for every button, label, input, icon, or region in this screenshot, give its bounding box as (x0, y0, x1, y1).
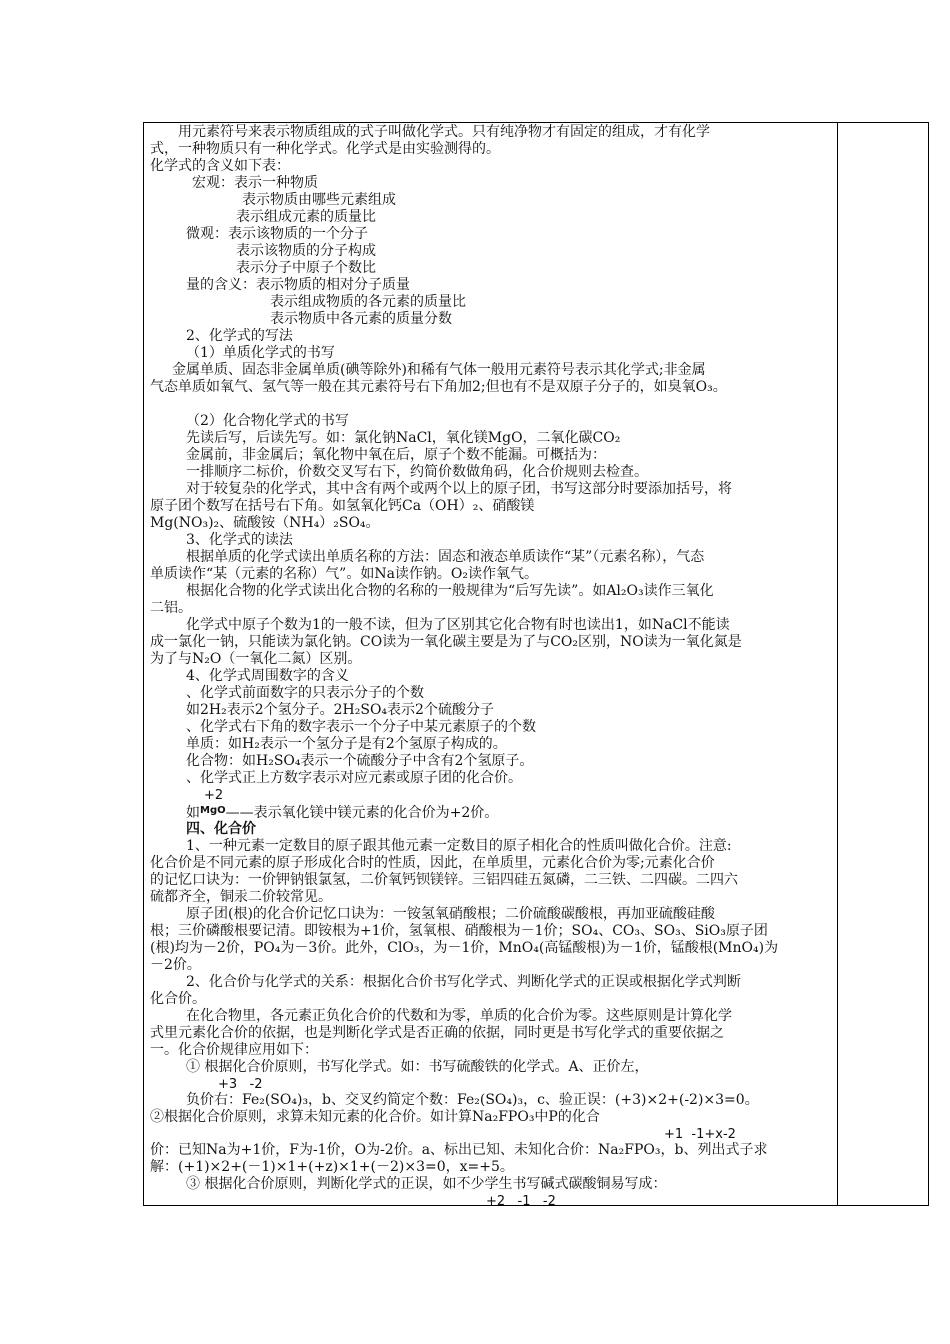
paragraph-line: 表示物质由哪些元素组成 (242, 192, 396, 208)
example-text: ——表示氧化镁中镁元素的化合价为+2价。 (225, 805, 499, 821)
paragraph-line: 单质读作“某（元素的名称）气”。如Na读作钠。O₂读作氧气。 (150, 566, 538, 582)
paragraph-line: 先读后写，后读先写。如：氯化钠NaCl，氧化镁MgO，二氧化碳CO₂ (186, 430, 621, 446)
formula-mgo: MgO (200, 805, 226, 816)
paragraph-line: 对于较复杂的化学式，其中含有两个或两个以上的原子团，书写这部分时要添加括号，将 (186, 481, 732, 497)
paragraph-line: 表示组成元素的质量比 (236, 209, 376, 225)
paragraph-line: 表示该物质的分子构成 (236, 243, 376, 259)
valence-row: +1 -1+x-2 (664, 1127, 736, 1142)
paragraph-line: 原子团个数写在括号右下角。如氢氧化钙Ca（OH）₂、硝酸镁 (150, 498, 535, 514)
paragraph-line: 的记忆口诀为：一价钾钠银氯氢，二价氧钙钡镁锌。三铝四硅五氮磷，二三铁、二四碳。二四六 (150, 872, 738, 888)
section-heading: 2、化学式的写法 (186, 328, 293, 344)
paragraph-line: 一。化合价规律应用如下： (150, 1042, 318, 1058)
paragraph-line: 化合物：如H₂SO₄表示一个硫酸分子中含有2个氢原子。 (186, 753, 534, 769)
paragraph-line: ③ 根据化合价原则，判断化学式的正误，如不少学生书写碱式碳酸铜易写成： (186, 1176, 667, 1192)
paragraph-line: 根；三价磷酸根要记清。即铵根为+1价，氢氧根、硝酸根为－1价；SO₄、CO₃、SO₃、SiO₃原子团 (150, 923, 768, 939)
column-divider (837, 122, 838, 1206)
valence-label: +2 (204, 788, 224, 803)
document-body (150, 124, 834, 1209)
paragraph-line: 气态单质如氧气、氢气等一般在其元素符号右下角加2;但也有不是双原子分子的，如臭氧O₃。 (150, 379, 727, 395)
paragraph-line: 一排顺序二标价，价数交叉写右下，约简价数做角码，化合价规则去检查。 (186, 464, 648, 480)
paragraph-line (150, 802, 834, 821)
paragraph-line: 用元素符号来表示物质组成的式子叫做化学式。只有纯净物才有固定的组成，才有化学 (178, 124, 710, 140)
paragraph-line: 二铝。 (150, 600, 192, 616)
paragraph-line: －2价。 (150, 957, 201, 973)
paragraph-line: ① 根据化合价原则，书写化学式。如：书写硫酸铁的化学式。A、正价左， (186, 1059, 649, 1075)
paragraph-line: 表示组成物质的各元素的质量比 (270, 294, 466, 310)
paragraph-line: Mg(NO₃)₂、硫酸铵（NH₄）₂SO₄。 (150, 515, 380, 531)
section-heading: 3、化学式的读法 (186, 532, 293, 548)
paragraph-line: 表示分子中原子个数比 (236, 260, 376, 276)
paragraph-line: 金属前，非金属后；氧化物中氧在后，原子个数不能漏。可概括为： (186, 447, 606, 463)
chapter-heading: 四、化合价 (186, 821, 256, 837)
paragraph-line: (根)均为－2价，PO₄为－3价。此外，ClO₃，为－1价，MnO₄(高锰酸根)为－1价，锰酸根(MnO₄)为 (150, 940, 779, 956)
paragraph-line: 化学式中原子个数为1的一般不读，但为了区别其它化合物有时也读出1，如NaCl不能读 (186, 617, 730, 633)
paragraph-line: 为了与N₂O（一氧化二氮）区别。 (150, 651, 362, 667)
paragraph-line: 式，一种物质只有一种化学式。化学式是由实验测得的。 (150, 141, 500, 157)
paragraph-line: 金属单质、固态非金属单质(碘等除外)和稀有气体一般用元素符号表示其化学式;非金属 (172, 362, 706, 378)
paragraph-line: 表示物质中各元素的质量分数 (270, 311, 452, 327)
paragraph-line: 式里元素化合价的依据，也是判断化学式是否正确的依据，同时更是书写化学式的重要依据之 (150, 1025, 724, 1041)
paragraph-line: 2、化合价与化学式的关系：根据化合价书写化学式、判断化学式的正误或根据化学式判断 (186, 974, 741, 990)
paragraph-line: 、化学式正上方数字表示对应元素或原子团的化合价。 (186, 770, 522, 786)
paragraph-line: 价：已知Na为+1价，F为-1价，O为-2价。a、标出已知、未知化合价：Na₂FPO₃，b、列出式子求 (150, 1142, 768, 1158)
subsection-heading: （1）单质化学式的书写 (186, 345, 335, 361)
paragraph-line: 微观：表示该物质的一个分子 (186, 226, 368, 242)
paragraph-line: 成一氯化一钠，只能读为氯化钠。CO读为一氧化碳主要是为了与CO₂区别，NO读为一氧化氮是 (150, 634, 742, 650)
section-heading: 4、化学式周围数字的含义 (186, 668, 349, 684)
paragraph-line: 解：(+1)×2+(－1)×1+(+z)×1+(－2)×3=0，x=+5。 (150, 1159, 514, 1175)
paragraph-line: 化合价是不同元素的原子形成化合时的性质，因此，在单质里，元素化合价为零;元素化合价 (150, 855, 715, 871)
valence-row: +3 -2 (218, 1077, 263, 1092)
paragraph-line: 化学式的含义如下表： (150, 158, 290, 174)
paragraph-line: 如2H₂表示2个氢分子。2H₂SO₄表示2个硫酸分子 (186, 702, 494, 718)
paragraph-line: 单质：如H₂表示一个氢分子是有2个氢原子构成的。 (186, 736, 507, 752)
paragraph-line: 硫都齐全，铜汞二价较常见。 (150, 889, 332, 905)
subsection-heading: （2）化合物化学式的书写 (186, 413, 349, 429)
paragraph-line: 宏观：表示一种物质 (192, 175, 318, 191)
paragraph-line: 1、一种元素一定数目的原子跟其他元素一定数目的原子相化合的性质叫做化合价。注意: (186, 838, 732, 854)
paragraph-line: 根据单质的化学式读出单质名称的方法：固态和液态单质读作“某”（元素名称），气态 (186, 549, 705, 565)
paragraph-line: 在化合物里，各元素正负化合价的代数和为零，单质的化合价为零。这些原则是计算化学 (186, 1008, 732, 1024)
paragraph-line: 、化学式前面数字的只表示分子的个数 (186, 685, 424, 701)
paragraph-line: ②根据化合价原则，求算未知元素的化合价。如计算Na₂FPO₃中P的化合 (150, 1109, 600, 1125)
paragraph-line: 原子团(根)的化合价记忆口诀为：一铵氢氧硝酸根；二价硫酸碳酸根，再加亚硫酸硅酸 (186, 906, 715, 922)
paragraph-line: 、化学式右下角的数字表示一个分子中某元素原子的个数 (186, 719, 536, 735)
paragraph-line: 量的含义：表示物质的相对分子质量 (186, 277, 410, 293)
valence-row: +2 -1 -2 (486, 1194, 556, 1209)
example-prefix: 如 (186, 805, 200, 821)
paragraph-line: 负价右：Fe₂(SO₄)₃，b、交叉约简定个数：Fe₂(SO₄)₃，c、验正误：(+3)×2+(-2)×3=0。 (186, 1092, 759, 1108)
paragraph-line: 根据化合物的化学式读出化合物的名称的一般规律为“后写先读”。如Al₂O₃读作三氧化 (186, 583, 714, 599)
paragraph-line: 化合价。 (150, 991, 206, 1007)
